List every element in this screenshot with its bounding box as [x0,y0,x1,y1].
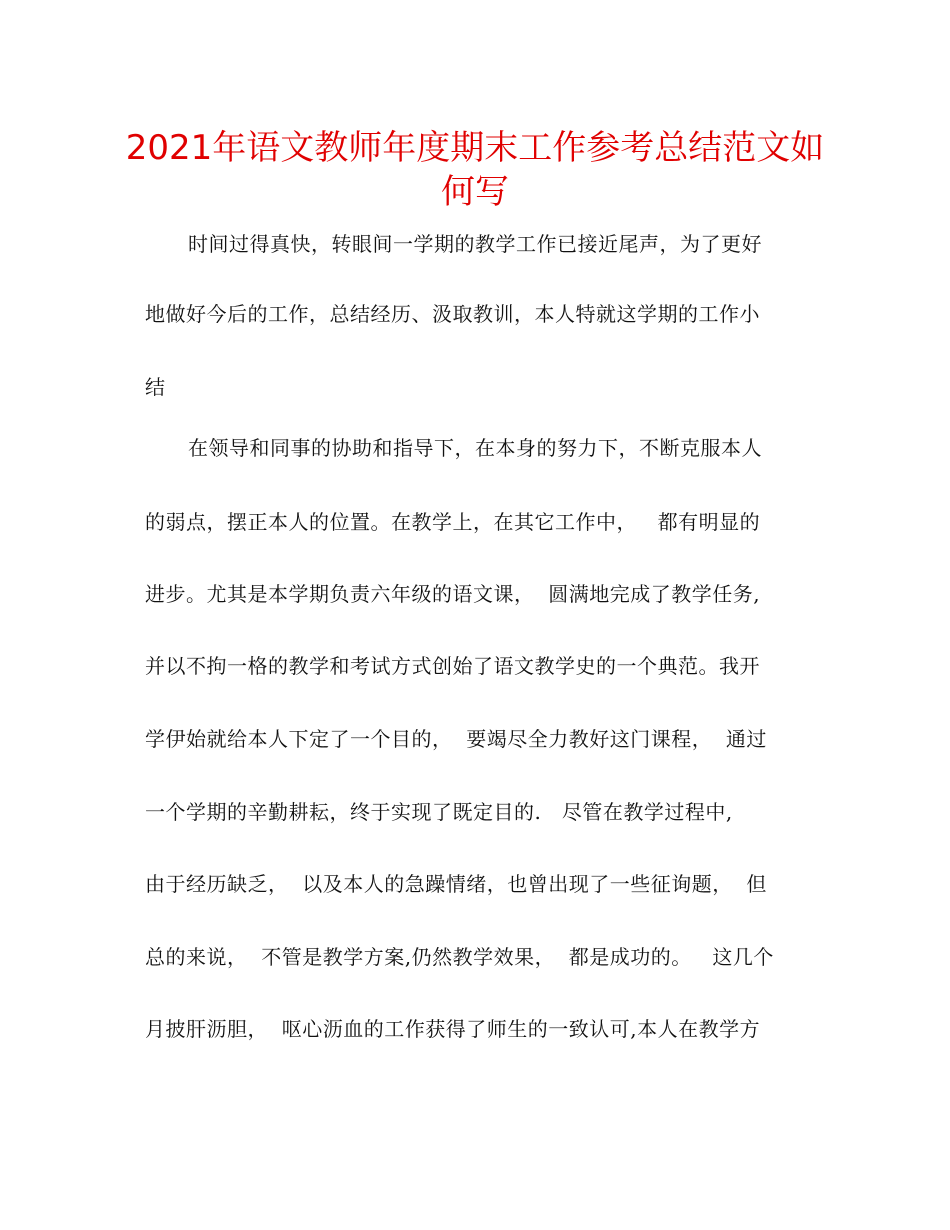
paragraph-2-line-4: 并以不拘一格的教学和考试方式创始了语文教学史的一个典范。我开 [145,654,760,678]
paragraph-1-line-2: 地做好今后的工作，总结经历、汲取教训，本人特就这学期的工作小 [145,302,760,326]
paragraph-2-line-2: 的弱点，摆正本人的位置。在教学上，在其它工作中， 都有明显的 [145,510,761,534]
paragraph-2-line-5: 学伊始就给本人下定了一个目的， 要竭尽全力教好这门课程， 通过 [145,727,767,751]
paragraph-2-line-8: 总的来说， 不管是教学方案,仍然教学效果， 都是成功的。 这几个 [145,945,774,969]
paragraph-1-line-3: 结 [145,375,166,399]
paragraph-2-line-7: 由于经历缺乏， 以及本人的急躁情绪，也曾出现了一些征询题， 但 [145,872,767,896]
paragraph-2-line-9: 月披肝沥胆， 呕心沥血的工作获得了师生的一致认可,本人在教学方 [145,1017,761,1041]
document-title-line-2: 何写 [441,172,509,212]
document-title-line-1: 2021年语文教师年度期末工作参考总结范文如 [125,128,825,168]
paragraph-1-line-1: 时间过得真快，转眼间一学期的教学工作已接近尾声，为了更好 [188,232,762,256]
paragraph-2-line-1: 在领导和同事的协助和指导下，在本身的努力下，不断克服本人 [188,436,762,460]
paragraph-2-line-3: 进步。尤其是本学期负责六年级的语文课， 圆满地完成了教学任务, [145,582,761,606]
paragraph-2-line-6: 一个学期的辛勤耕耘，终于实现了既定目的. 尽管在教学过程中, [145,800,733,824]
